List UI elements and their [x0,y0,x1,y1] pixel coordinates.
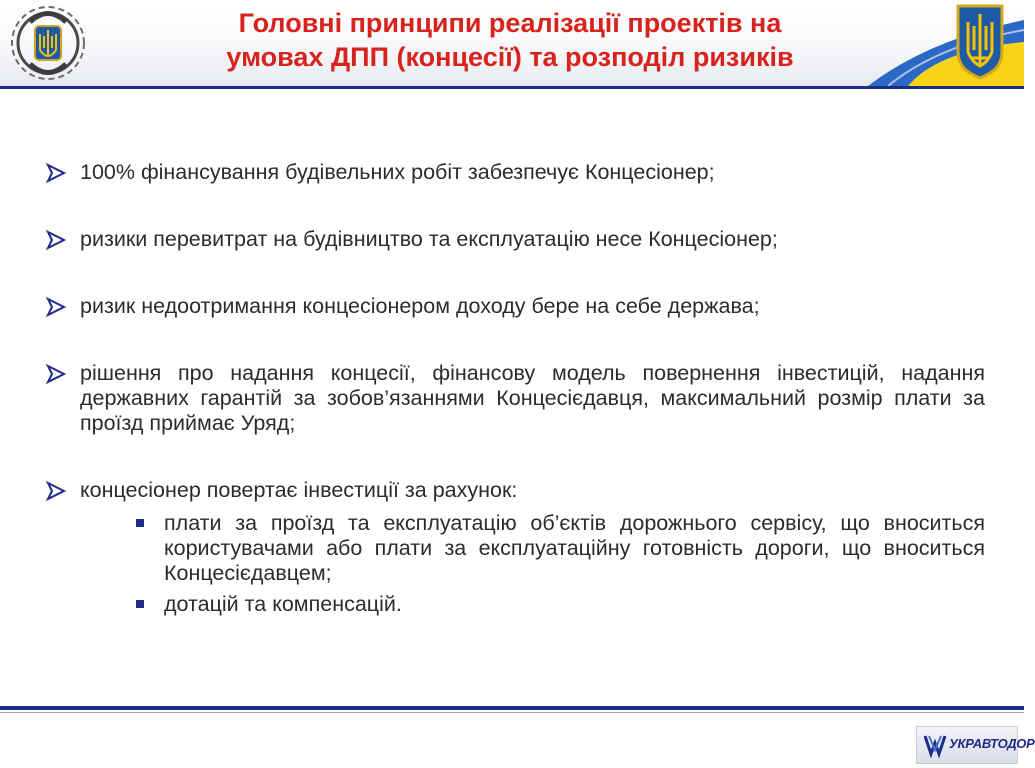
bullet-text: 100% фінансування будівельних робіт забезпечує Концесіонер; [80,160,715,184]
sub-bullet-text: плати за проїзд та експлуатацію об’єктів дорожнього сервісу, що вноситься користувачами або плати за експлуатаційну готовність дороги, що вноситься Концесієдавцем; [164,511,985,585]
ukravtodor-logo-text: УКРАВТОДОР [949,736,1035,751]
bullet-text: ризик недоотримання концесіонером доходу бере на себе держава; [80,294,760,318]
header-divider [0,86,1024,89]
bullet-text: концесіонер повертає інвестиції за рахунок: [80,478,518,502]
arrow-bullet-icon [46,298,66,316]
ukravtodor-mark-icon [923,733,947,757]
bullet-item [40,160,985,185]
slide-title-line2: умовах ДПП (концесії) та розподіл ризиків [226,42,794,72]
arrow-bullet-icon [46,482,66,500]
sub-bullet-text: дотацій та компенсацій. [164,592,402,616]
agency-emblem-icon [0,0,96,86]
bullet-item [40,227,985,252]
bullet-item [40,478,985,617]
arrow-bullet-icon [46,365,66,383]
square-bullet-icon [136,600,144,608]
bullet-item [40,361,985,436]
square-bullet-icon [136,519,144,527]
footer-divider-thin [0,712,1024,713]
sub-bullet-item [124,592,985,617]
footer-divider [0,706,1024,710]
arrow-bullet-icon [46,231,66,249]
slide-content [40,160,985,627]
slide-title-line1: Головні принципи реалізації проектів на [238,8,782,38]
bullet-item [40,294,985,319]
arrow-bullet-icon [46,164,66,182]
slide-header [0,0,1024,88]
ukraine-flag-emblem-icon [868,0,1024,86]
bullet-text: рішення про надання концесії, фінансову модель повернення інвестицій, надання державних гарантій за зобов’язаннями Концесієдавця, максимальний розмір плати за проїзд приймає Уряд; [80,361,985,435]
slide-title [150,6,870,74]
ukravtodor-logo [916,726,1035,764]
sub-bullet-item [124,511,985,586]
sub-bullet-list [124,511,985,617]
bullet-text: ризики перевитрат на будівництво та експлуатацію несе Концесіонер; [80,227,778,251]
